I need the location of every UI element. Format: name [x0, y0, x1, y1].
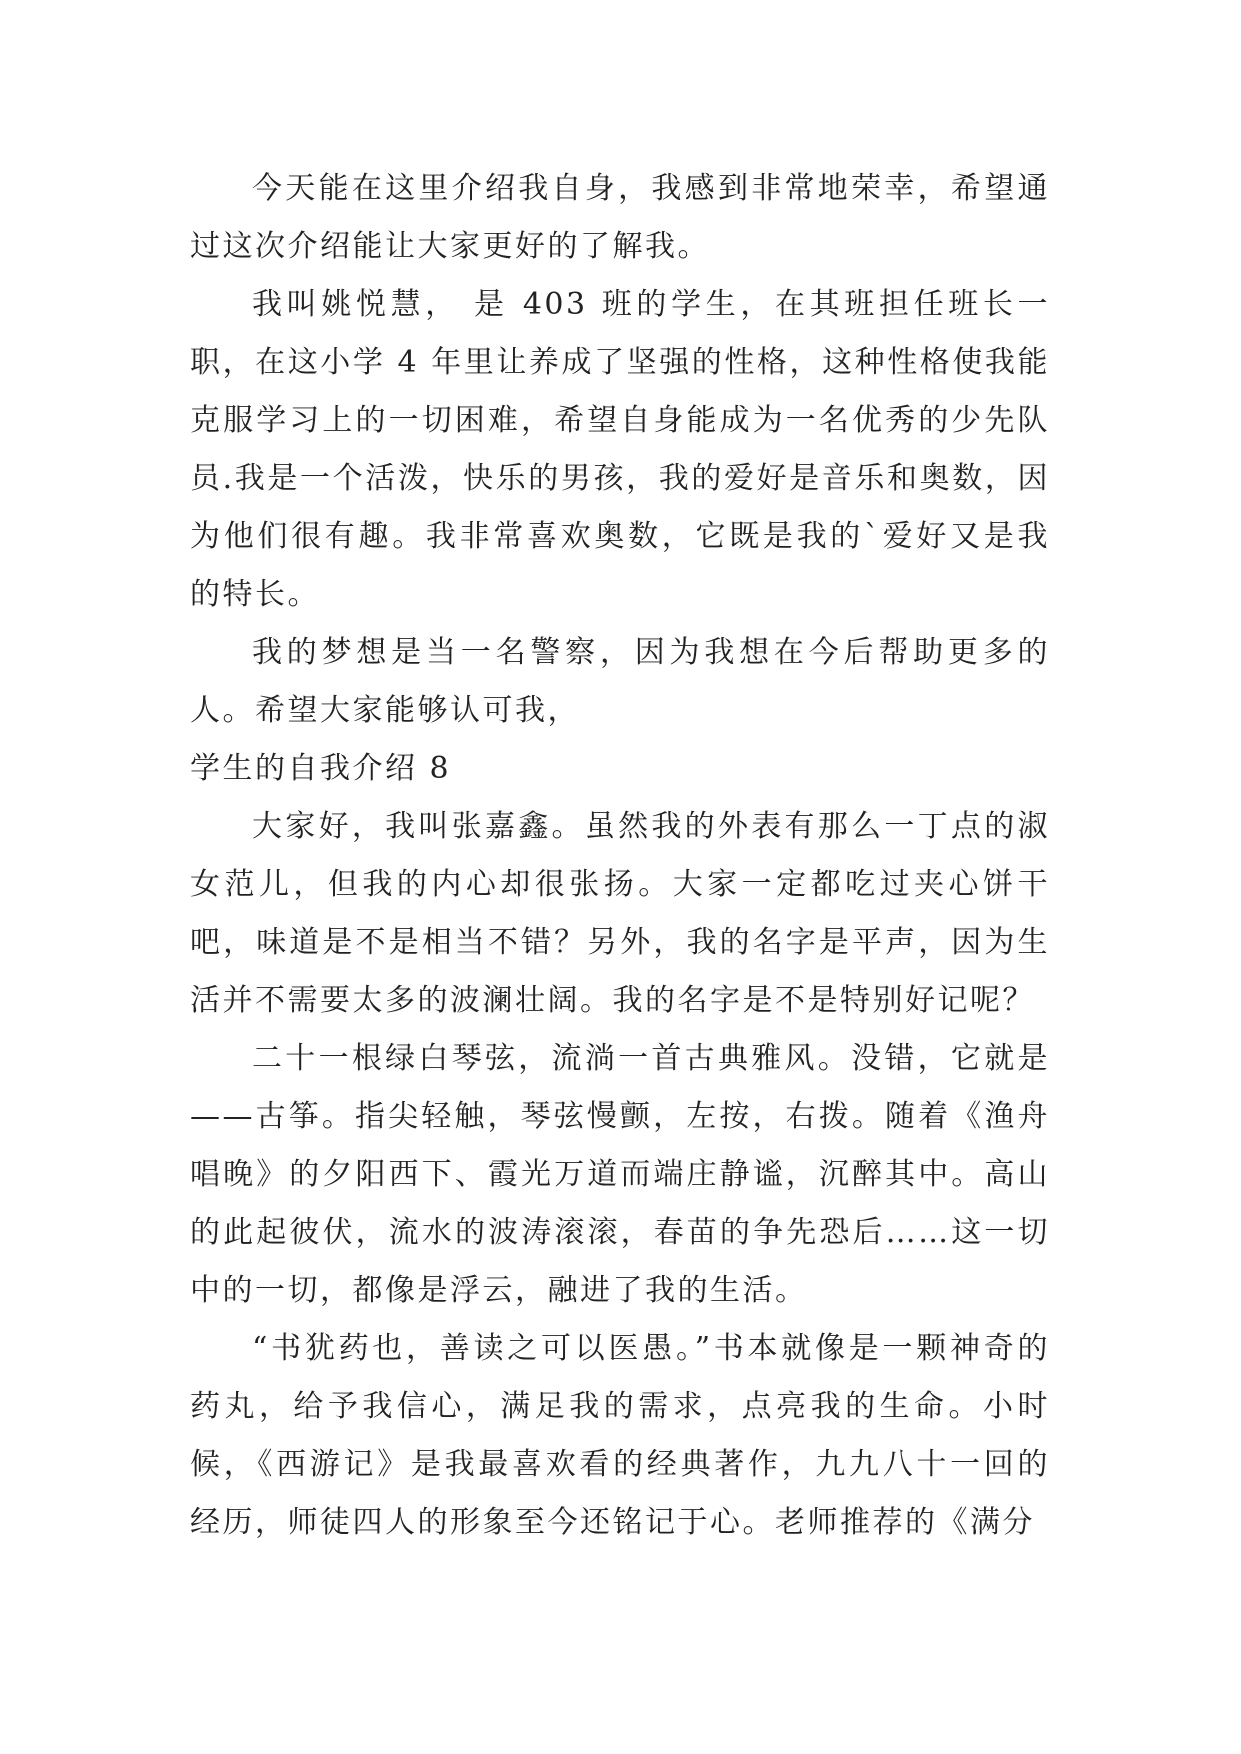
section-heading: 学生的自我介绍 8	[190, 751, 452, 786]
paragraph-dream: 我的梦想是当一名警察，因为我想在今后帮助更多的人。希望大家能够认可我，	[190, 635, 1050, 728]
paragraph-self-description: 我叫姚悦慧， 是 403 班的学生，在其班担任班长一职，在这小学 4 年里让养成了坚强的性格，这种性格使我能克服学习上的一切困难，希望自身能成为一名优秀的少先队员.我是一个活泼，快乐的男孩，我的爱好是音乐和奥数，因为他们很有趣。我非常喜欢奥数，它既是我的`爱好又是我的特长。	[190, 287, 1050, 612]
paragraph-reading: “书犹药也，善读之可以医愚。”书本就像是一颗神奇的药丸，给予我信心，满足我的需求，点亮我的生命。小时候，《西游记》是我最喜欢看的经典著作，九九八十一回的经历，师徒四人的形象至今还铭记于心。老师推荐的《满分	[190, 1331, 1050, 1540]
document-body	[190, 160, 1050, 1552]
paragraph-guzheng: 二十一根绿白琴弦，流淌一首古典雅风。没错，它就是——古筝。指尖轻触，琴弦慢颤，左按，右拨。随着《渔舟唱晚》的夕阳西下、霞光万道而端庄静谧，沉醉其中。高山的此起彼伏，流水的波涛滚滚，春苗的争先恐后……这一切中的一切，都像是浮云，融进了我的生活。	[190, 1041, 1050, 1308]
paragraph-greeting: 大家好，我叫张嘉鑫。虽然我的外表有那么一丁点的淑女范儿，但我的内心却很张扬。大家一定都吃过夹心饼干吧，味道是不是相当不错？另外，我的名字是平声，因为生活并不需要太多的波澜壮阔。我的名字是不是特别好记呢？	[190, 809, 1050, 1018]
paragraph-intro: 今天能在这里介绍我自身，我感到非常地荣幸，希望通过这次介绍能让大家更好的了解我。	[190, 171, 1050, 264]
